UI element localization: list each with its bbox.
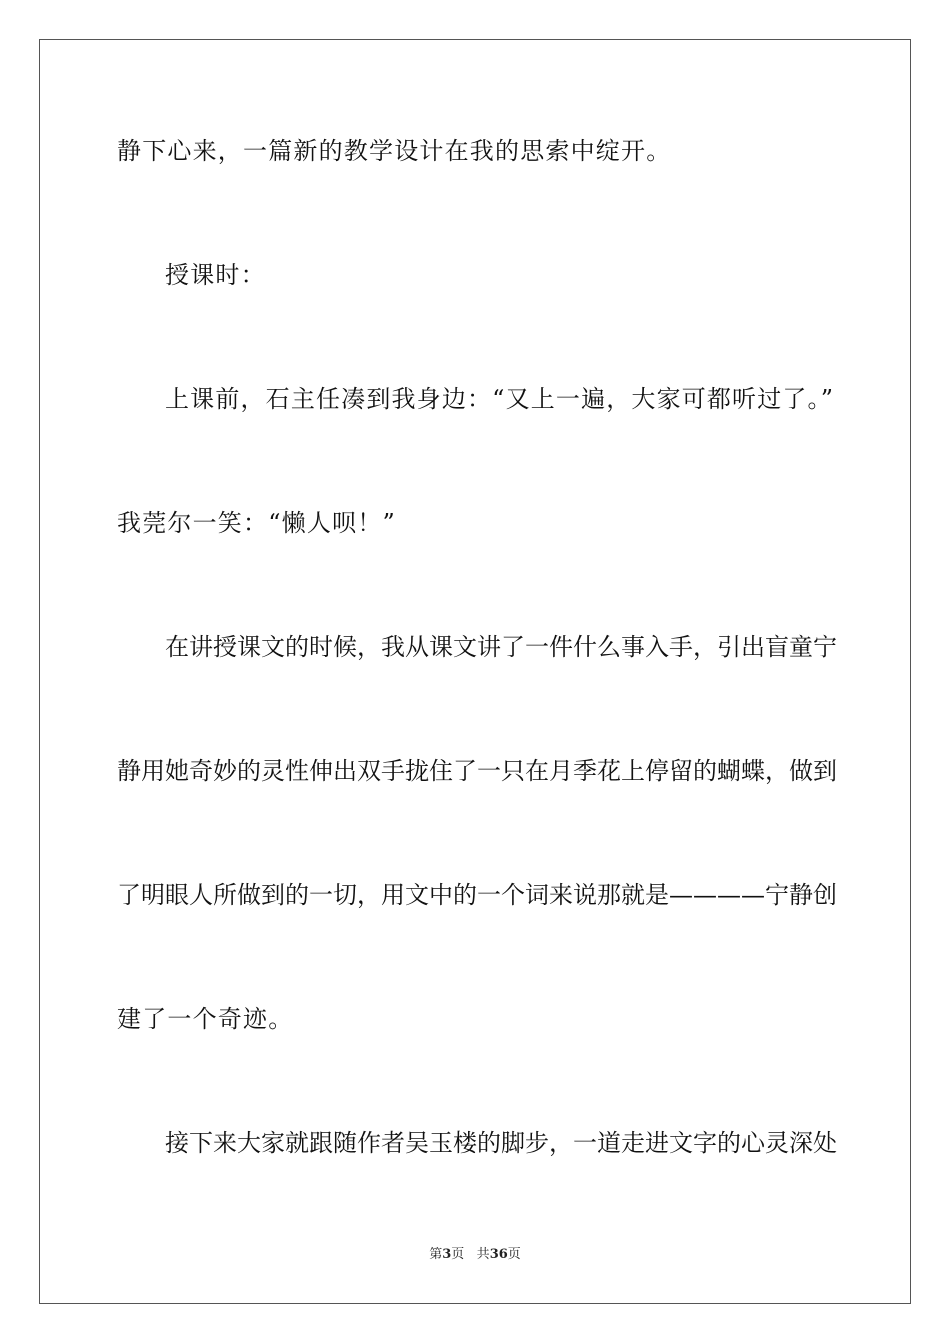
text-line-9: 接下来大家就跟随作者吴玉楼的脚步，一道走进文字的心灵深处: [165, 1129, 837, 1157]
footer-page-suffix: 页: [451, 1247, 465, 1262]
page-border: [39, 39, 911, 1304]
footer-total-pages: 36: [489, 1247, 508, 1262]
footer-page-prefix: 第: [429, 1247, 443, 1262]
footer-page-number: 3: [442, 1247, 452, 1262]
text-line-1: 静下心来，一篇新的教学设计在我的思索中绽开。: [117, 137, 672, 165]
page-footer: [0, 1246, 950, 1264]
text-line-8: 建了一个奇迹。: [117, 1005, 294, 1033]
text-line-2: 授课时：: [165, 261, 266, 289]
footer-total-prefix: 共: [476, 1247, 490, 1262]
footer-total-suffix: 页: [507, 1247, 521, 1262]
text-line-7: 了明眼人所做到的一切，用文中的一个词来说那就是————宁静创: [117, 881, 837, 909]
text-line-4: 我莞尔一笑：“懒人呗！”: [117, 509, 396, 537]
text-line-3: 上课前，石主任凑到我身边：“又上一遍，大家可都听过了。”: [165, 385, 833, 413]
text-line-5: 在讲授课文的时候，我从课文讲了一件什么事入手，引出盲童宁: [165, 633, 837, 661]
text-line-6: 静用她奇妙的灵性伸出双手拢住了一只在月季花上停留的蝴蝶，做到: [117, 757, 837, 785]
